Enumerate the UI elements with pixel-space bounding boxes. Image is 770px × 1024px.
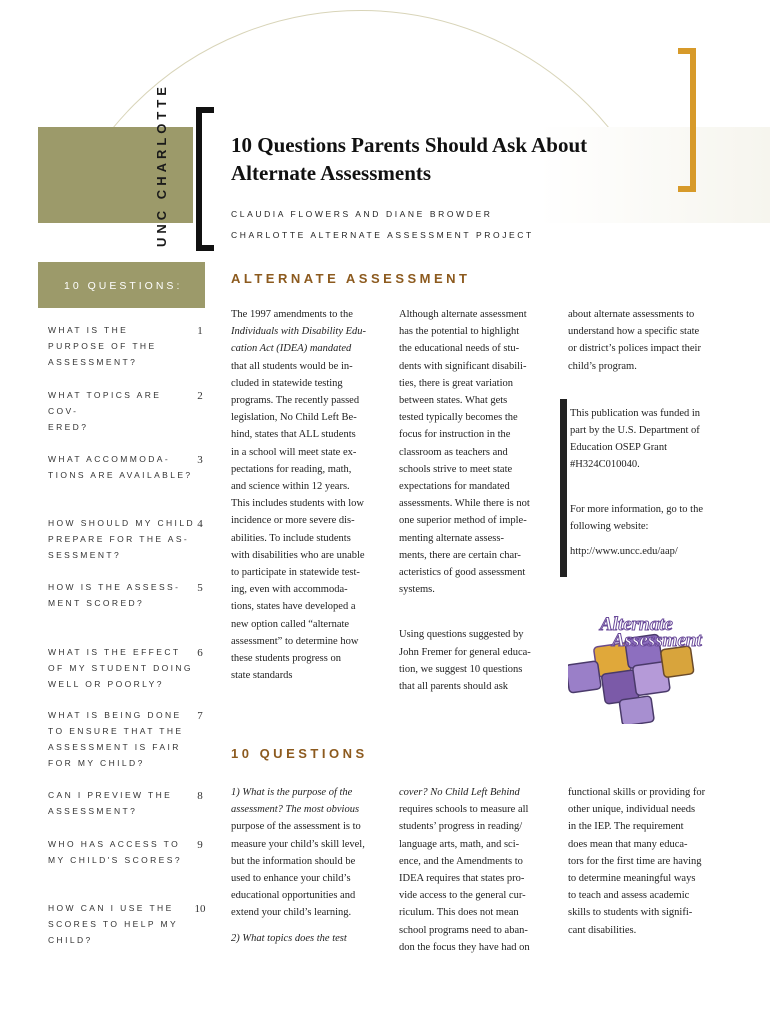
text-line: with disabilities who are unable xyxy=(231,549,365,561)
text-line: focus for instruction in the xyxy=(399,429,511,441)
sidebar-question-8 xyxy=(48,787,196,819)
text-line: For more information, go to the xyxy=(570,504,703,515)
text-line: John Fremer for general educa- xyxy=(399,646,531,658)
project-name: CHARLOTTE ALTERNATE ASSESSMENT PROJECT xyxy=(231,230,534,240)
section-heading-10-questions: 10 QUESTIONS xyxy=(231,746,368,761)
sidebar-question-number: 6 xyxy=(197,647,203,659)
sidebar-question-2 xyxy=(48,387,196,435)
text-line: ing, even with accommoda- xyxy=(231,584,348,596)
text-line: menting alternate assess- xyxy=(399,532,504,544)
sidebar-question-line: ASSESSMENT? xyxy=(48,357,138,367)
text-line: abilities. To include students xyxy=(231,532,351,544)
logo-text-line-1: Alternate xyxy=(600,614,673,635)
text-line: or district’s polices impact their xyxy=(568,343,701,355)
text-line: classroom as teachers and xyxy=(399,446,508,458)
text-line: skills to students with signifi- xyxy=(568,907,693,919)
text-line: extend your child’s learning. xyxy=(231,907,352,919)
sidebar-question-line: OF MY STUDENT DOING xyxy=(48,663,193,673)
text-line: state standards xyxy=(231,670,293,682)
text-line: these students progress on xyxy=(231,653,341,665)
text-line: Although alternate assessment xyxy=(399,309,527,320)
sidebar-question-3 xyxy=(48,451,196,483)
text-line: The 1997 amendments to the xyxy=(231,309,353,320)
sidebar-heading: 10 QUESTIONS: xyxy=(64,280,183,292)
text-line: expectations for mandated xyxy=(399,481,510,493)
sidebar-question-line: HOW IS THE ASSESS- xyxy=(48,582,181,592)
org-name: UNC CHARLOTTE xyxy=(154,83,169,247)
funding-box-bar xyxy=(560,399,567,577)
question-2-start: 2) What topics does the test xyxy=(231,932,347,944)
section2-column-1 xyxy=(231,784,391,947)
sidebar-question-line: TIONS ARE AVAILABLE? xyxy=(48,470,193,480)
sidebar-question-line: FOR MY CHILD? xyxy=(48,758,145,768)
text-line: tested typically becomes the xyxy=(399,412,518,424)
funding-text xyxy=(570,405,725,560)
logo-text-line-2: Assessment xyxy=(612,630,702,651)
text-line: school programs need to aban- xyxy=(399,924,528,936)
sidebar-question-line: SESSMENT? xyxy=(48,550,122,560)
text-line: This includes students with low xyxy=(231,498,364,510)
text-line: cant disabilities. xyxy=(568,924,637,936)
sidebar-question-line: WHAT ACCOMMODA- xyxy=(48,454,171,464)
sidebar-question-line: MENT SCORED? xyxy=(48,598,145,608)
text-line: This publication was funded in xyxy=(570,408,701,419)
sidebar-question-line: ERED? xyxy=(48,422,89,432)
text-line: Individuals with Disability Edu- xyxy=(231,326,367,338)
section2-column-3 xyxy=(568,784,728,939)
left-bracket xyxy=(196,107,214,251)
sidebar-question-number: 2 xyxy=(197,390,203,402)
text-line: acteristics of good assessment xyxy=(399,567,526,579)
text-line: #H324C010040. xyxy=(570,459,640,470)
sidebar-question-line: WHAT TOPICS ARE COV- xyxy=(48,390,162,416)
sidebar-question-number: 8 xyxy=(197,790,203,802)
sidebar-question-6 xyxy=(48,644,196,692)
sidebar-question-line: CAN I PREVIEW THE xyxy=(48,790,173,800)
alternate-assessment-logo xyxy=(568,606,730,724)
text-line: assessment” to determine how xyxy=(231,635,359,647)
text-line: to participate in statewide test- xyxy=(231,567,360,579)
text-line: between states. What gets xyxy=(399,395,508,407)
text-line: assessment? The most obvious xyxy=(231,804,360,816)
sidebar-question-number: 10 xyxy=(194,903,206,915)
text-line: assessments. While there is not xyxy=(399,498,530,510)
title-line-2: Alternate Assessments xyxy=(231,161,432,185)
sidebar-question-number: 9 xyxy=(197,839,203,851)
website-link[interactable]: http://www.uncc.edu/aap/ xyxy=(570,546,678,557)
sidebar-question-5 xyxy=(48,579,196,611)
text-line: to teach and assess academic xyxy=(568,890,690,902)
sidebar-question-number: 4 xyxy=(197,518,203,530)
sidebar-question-number: 1 xyxy=(197,325,203,337)
section-heading-alternate-assessment: ALTERNATE ASSESSMENT xyxy=(231,271,471,286)
sidebar-question-line: PURPOSE OF THE xyxy=(48,341,157,351)
text-line: riculum. This does not mean xyxy=(399,907,519,919)
text-line: ence, and the Amendments to xyxy=(399,855,523,867)
sidebar-question-4 xyxy=(48,515,196,563)
text-line: cluded in statewide testing xyxy=(231,377,343,389)
text-line: Using questions suggested by xyxy=(399,629,524,641)
text-line: language arts, math, and sci- xyxy=(399,838,520,850)
sidebar-question-10 xyxy=(48,900,196,948)
sidebar-question-line: ASSESSMENT IS FAIR xyxy=(48,742,181,752)
text-line: systems. xyxy=(399,584,435,596)
text-line: requires schools to measure all xyxy=(399,804,529,816)
text-line: don the focus they have had on xyxy=(399,941,530,953)
text-line: new option called “alternate xyxy=(231,618,350,630)
text-line: to determine meaningful ways xyxy=(568,873,696,885)
section1-column-3 xyxy=(568,306,728,375)
text-line: ments, there are certain char- xyxy=(399,549,521,561)
sidebar-question-line: PREPARE FOR THE AS- xyxy=(48,534,190,544)
authors: CLAUDIA FLOWERS AND DIANE BROWDER xyxy=(231,209,493,219)
text-line: the educational needs of stu- xyxy=(399,343,520,355)
text-line: part by the U.S. Department of xyxy=(570,425,700,436)
text-line: 1) What is the purpose of the xyxy=(231,787,353,798)
sidebar-question-line: HOW CAN I USE THE xyxy=(48,903,174,913)
sidebar-question-line: WHAT IS BEING DONE xyxy=(48,710,182,720)
text-line: and science within 12 years. xyxy=(231,481,350,493)
text-line: incidence or more severe dis- xyxy=(231,515,355,527)
text-line: ties, there is great variation xyxy=(399,377,513,389)
text-line: tors for the first time are having xyxy=(568,855,702,867)
text-line: students’ progress in reading/ xyxy=(399,821,523,833)
page-title xyxy=(231,131,661,187)
sidebar-question-line: CHILD? xyxy=(48,935,93,945)
text-line: Education OSEP Grant xyxy=(570,442,668,453)
text-line: schools strive to meet state xyxy=(399,463,513,475)
text-line: following website: xyxy=(570,521,649,532)
text-line: has the potential to highlight xyxy=(399,326,520,338)
text-line: cation Act (IDEA) mandated xyxy=(231,343,352,355)
text-line: in a school will meet state ex- xyxy=(231,446,357,458)
sidebar-question-line: WHAT IS THE EFFECT xyxy=(48,647,181,657)
text-line: cover? No Child Left Behind xyxy=(399,787,520,798)
sidebar-question-line: TO ENSURE THAT THE xyxy=(48,726,184,736)
text-line: other unique, individual needs xyxy=(568,804,696,816)
sidebar-question-line: WELL OR POORLY? xyxy=(48,679,164,689)
sidebar-question-number: 7 xyxy=(197,710,203,722)
text-line: purpose of the assessment is to xyxy=(231,821,361,833)
sidebar-question-line: SCORES TO HELP MY xyxy=(48,919,179,929)
text-line: hind, states that ALL students xyxy=(231,429,356,441)
sidebar-question-line: ASSESSMENT? xyxy=(48,806,138,816)
text-line: pectations for reading, math, xyxy=(231,463,352,475)
sidebar-question-1 xyxy=(48,322,196,370)
text-line: vide access to the general cur- xyxy=(399,890,526,902)
text-line: dents with significant disabili- xyxy=(399,360,527,372)
sidebar-question-number: 5 xyxy=(197,582,203,594)
title-line-1: 10 Questions Parents Should Ask About xyxy=(231,133,588,157)
puzzle-pieces-icon xyxy=(568,606,730,724)
text-line: programs. The recently passed xyxy=(231,395,360,407)
sidebar-question-line: MY CHILD'S SCORES? xyxy=(48,855,182,865)
sidebar-question-line: WHO HAS ACCESS TO xyxy=(48,839,181,849)
text-line: tion, we suggest 10 questions xyxy=(399,663,523,675)
section1-column-1 xyxy=(231,306,391,684)
text-line: does mean that many educa- xyxy=(568,838,688,850)
text-line: legislation, No Child Left Be- xyxy=(231,412,357,424)
text-line: functional skills or providing for xyxy=(568,787,706,798)
right-bracket xyxy=(678,48,696,192)
text-line: measure your child’s skill level, xyxy=(231,838,365,850)
text-line: that all students would be in- xyxy=(231,360,353,372)
text-line: tions, states have developed a xyxy=(231,601,356,613)
text-line: but the information should be xyxy=(231,855,356,867)
sidebar-question-9 xyxy=(48,836,196,868)
text-line: understand how a specific state xyxy=(568,326,700,338)
text-line: that all parents should ask xyxy=(399,681,509,693)
section2-column-2 xyxy=(399,784,559,956)
text-line: child’s program. xyxy=(568,360,637,372)
text-line: one superior method of imple- xyxy=(399,515,527,527)
section1-column-2 xyxy=(399,306,559,695)
sidebar-question-line: WHAT IS THE xyxy=(48,325,129,335)
text-line: used to enhance your child’s xyxy=(231,873,351,885)
text-line: IDEA requires that states pro- xyxy=(399,873,525,885)
text-line: in the IEP. The requirement xyxy=(568,821,684,833)
text-line: educational opportunities and xyxy=(231,890,356,902)
text-line: about alternate assessments to xyxy=(568,309,695,320)
sidebar-question-line: HOW SHOULD MY CHILD xyxy=(48,518,195,528)
sidebar-question-number: 3 xyxy=(197,454,203,466)
sidebar-question-7 xyxy=(48,707,196,771)
